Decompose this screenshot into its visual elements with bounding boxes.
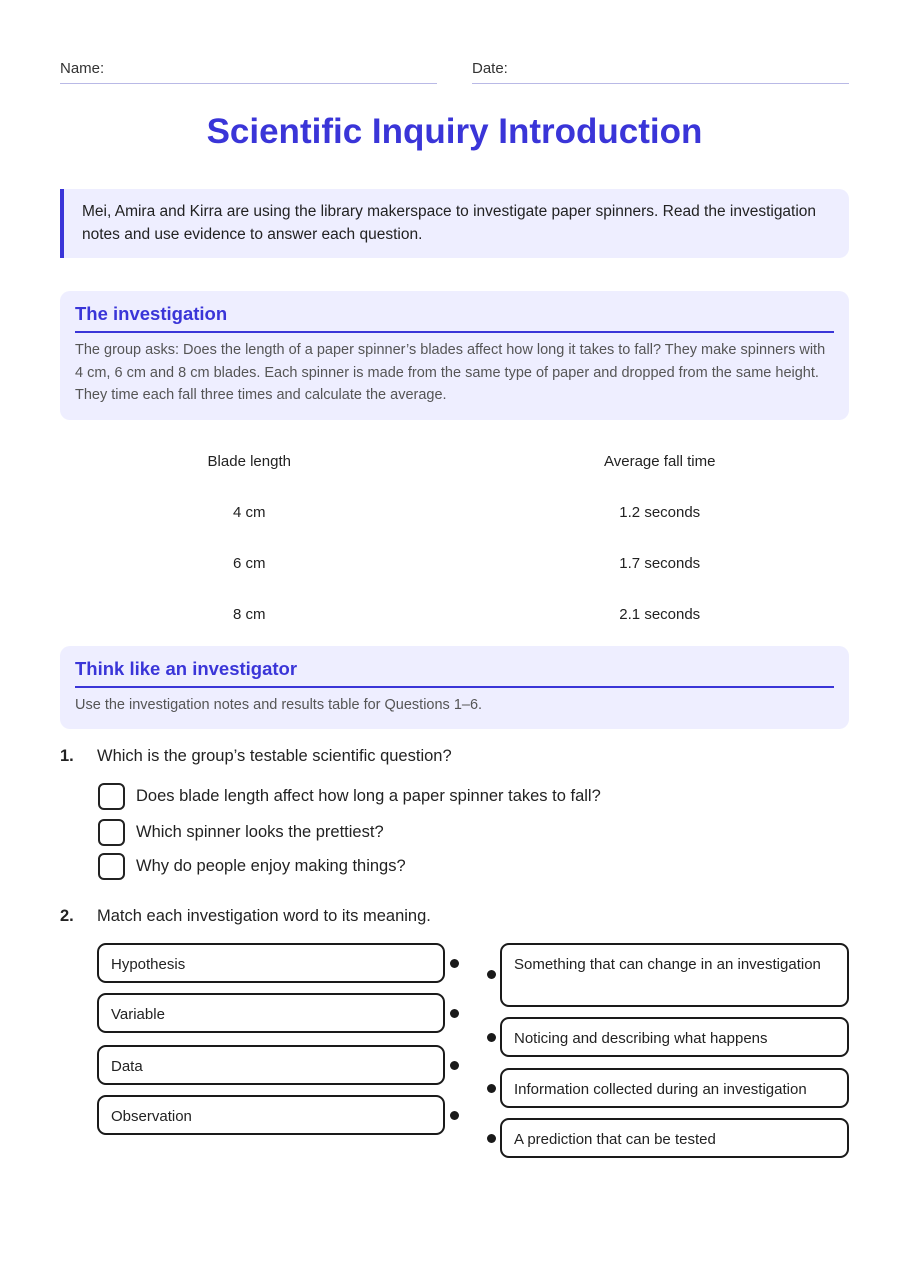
name-field[interactable]	[60, 60, 437, 84]
think-heading: Think like an investigator	[75, 658, 834, 688]
match-dot[interactable]	[487, 970, 496, 979]
match-dot[interactable]	[450, 1009, 459, 1018]
table-cell: 1.2 seconds	[619, 504, 701, 521]
table-cell: 2.1 seconds	[619, 606, 701, 623]
date-label: Date:	[472, 60, 508, 77]
q1-option-2[interactable]	[98, 819, 384, 846]
table-header-row	[60, 436, 849, 487]
investigation-heading: The investigation	[75, 303, 834, 333]
match-meaning-box[interactable]: Noticing and describing what happens	[500, 1017, 849, 1057]
option-label: Does blade length affect how long a paper spinner takes to fall?	[136, 787, 601, 805]
question-text: Which is the group’s testable scientific question?	[97, 747, 452, 765]
table-header-cell: Average fall time	[604, 453, 716, 470]
table-cell: 4 cm	[232, 504, 266, 521]
question-text: Match each investigation word to its meaning.	[97, 907, 431, 925]
think-body: Use the investigation notes and results table for Questions 1–6.	[75, 697, 483, 713]
match-dot[interactable]	[450, 1111, 459, 1120]
date-field[interactable]	[472, 60, 849, 84]
match-dot[interactable]	[487, 1033, 496, 1042]
question-1	[60, 747, 452, 766]
match-dot[interactable]	[450, 959, 459, 968]
header-row	[60, 60, 849, 84]
q1-option-1[interactable]	[98, 783, 601, 810]
results-table	[60, 436, 849, 640]
table-cell: 8 cm	[232, 606, 266, 623]
match-meaning-box[interactable]: Information collected during an investigation	[500, 1068, 849, 1108]
table-row	[60, 589, 849, 640]
think-panel	[60, 646, 849, 729]
option-label: Why do people enjoy making things?	[136, 857, 406, 875]
question-2	[60, 907, 431, 926]
investigation-panel	[60, 291, 849, 420]
table-row	[60, 538, 849, 589]
question-number: 1.	[60, 747, 74, 765]
investigation-body: The group asks: Does the length of a paper spinner’s blades affect how long it takes to fall? They make spinners with 4 cm, 6 cm and 8 cm blades. Each spinner is made from the same type of paper and dropped from the same height. They time each fall three times and calculate the average.	[75, 342, 826, 403]
checkbox[interactable]	[98, 783, 125, 810]
intro-callout: Mei, Amira and Kirra are using the library makerspace to investigate paper spinners. Read the investigation notes and use evidence to answer each question.	[60, 189, 849, 258]
table-header-cell: Blade length	[207, 453, 291, 470]
checkbox[interactable]	[98, 853, 125, 880]
match-term-box[interactable]: Data	[97, 1045, 445, 1085]
name-label: Name:	[60, 60, 105, 77]
match-dot[interactable]	[487, 1134, 496, 1143]
table-row	[60, 487, 849, 538]
match-dot[interactable]	[450, 1061, 459, 1070]
match-term-box[interactable]: Hypothesis	[97, 943, 445, 983]
match-dot[interactable]	[487, 1084, 496, 1093]
page-title: Scientific Inquiry Introduction	[206, 112, 703, 151]
match-term-box[interactable]: Variable	[97, 993, 445, 1033]
question-number: 2.	[60, 907, 74, 925]
table-cell: 1.7 seconds	[619, 555, 701, 572]
option-label: Which spinner looks the prettiest?	[136, 823, 384, 841]
checkbox[interactable]	[98, 819, 125, 846]
q1-option-3[interactable]	[98, 853, 406, 880]
match-meaning-box[interactable]: A prediction that can be tested	[500, 1118, 849, 1158]
table-cell: 6 cm	[232, 555, 266, 572]
match-meaning-box[interactable]: Something that can change in an investigation	[500, 943, 849, 1007]
match-term-box[interactable]: Observation	[97, 1095, 445, 1135]
